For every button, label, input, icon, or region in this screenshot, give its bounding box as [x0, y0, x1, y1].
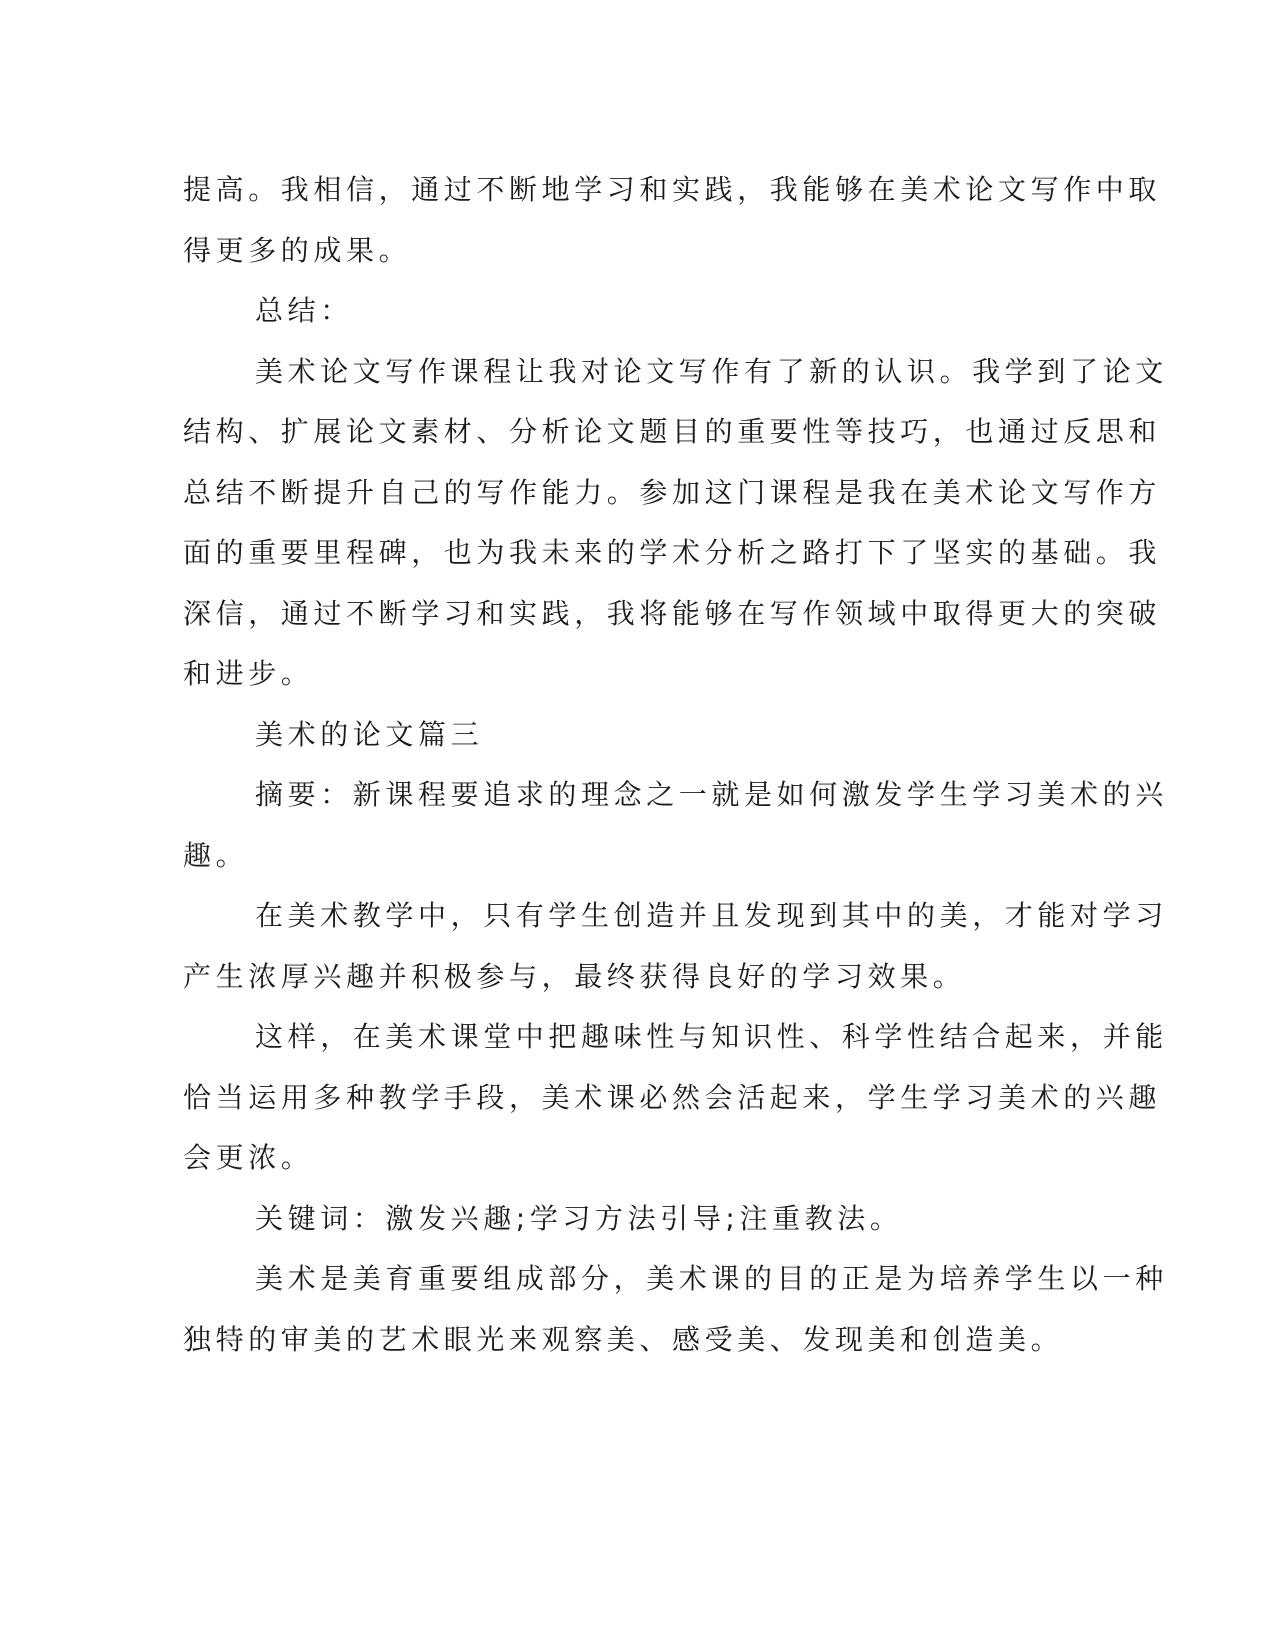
keywords-line: 关键词：激发兴趣;学习方法引导;注重教法。 — [255, 1201, 903, 1235]
text-line: 美术论文写作课程让我对论文写作有了新的认识。我学到了论文 — [255, 354, 1168, 388]
text-line: 提高。我相信，通过不断地学习和实践，我能够在美术论文写作中取 — [183, 173, 1162, 206]
text-line: 和进步。 — [183, 657, 314, 690]
text-line: 面的重要里程碑，也为我未来的学术分析之路打下了坚实的基础。我 — [183, 536, 1162, 569]
text-line: 结构、扩展论文素材、分析论文题目的重要性等技巧，也通过反思和 — [183, 415, 1162, 448]
text-line: 产生浓厚兴趣并积极参与，最终获得良好的学习效果。 — [183, 959, 966, 993]
text-line: 会更浓。 — [183, 1141, 314, 1174]
text-line: 美术是美育重要组成部分，美术课的目的正是为培养学生以一种 — [255, 1262, 1168, 1295]
text-line: 这样，在美术课堂中把趣味性与知识性、科学性结合起来，并能 — [255, 1020, 1168, 1053]
text-line: 独特的审美的艺术眼光来观察美、感受美、发现美和创造美。 — [183, 1322, 1064, 1356]
text-line: 在美术教学中，只有学生创造并且发现到其中的美，才能对学习 — [255, 899, 1168, 932]
document-body — [183, 160, 1168, 1370]
text-line: 恰当运用多种教学手段，美术课必然会活起来，学生学习美术的兴趣 — [183, 1080, 1162, 1114]
article-title: 美术的论文篇三 — [255, 717, 484, 751]
text-line: 得更多的成果。 — [183, 233, 412, 267]
text-line: 总结不断提升自己的写作能力。参加这门课程是我在美术论文写作方 — [183, 475, 1162, 509]
abstract-line: 摘要：新课程要追求的理念之一就是如何激发学生学习美术的兴 — [255, 778, 1168, 811]
section-heading: 总结： — [255, 294, 353, 327]
abstract-line: 趣。 — [183, 838, 249, 872]
text-line: 深信，通过不断学习和实践，我将能够在写作领域中取得更大的突破 — [183, 596, 1162, 630]
